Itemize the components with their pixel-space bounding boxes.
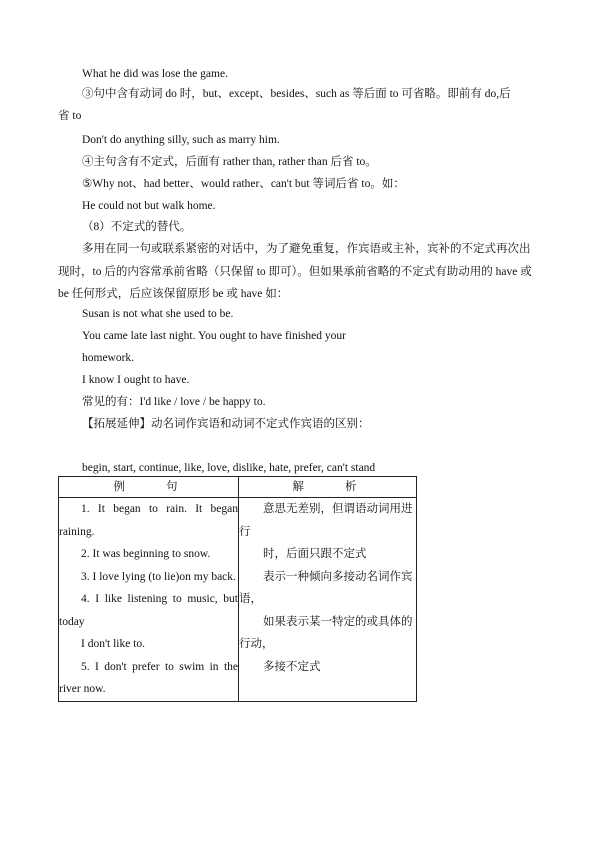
example-item: I don't like to. bbox=[81, 638, 146, 650]
analysis-item: 意思无差别，但谓语动词用进行 bbox=[239, 503, 413, 538]
common-phrases: 常见的有：I'd like / love / be happy to. bbox=[82, 396, 266, 408]
rule-why-not: ⑤Why not、had better、would rather、can't but 等词后省 to。如： bbox=[82, 178, 405, 190]
table-header-row bbox=[59, 477, 417, 498]
analysis-item: 时，后面只跟不定式 bbox=[263, 548, 367, 560]
section-heading: （8）不定式的替代。 bbox=[82, 221, 192, 233]
analysis-item: 如果表示某一特定的或具体的行动， bbox=[239, 615, 413, 650]
rule-rather-than: ④主句含有不定式，后面有 rather than, rather than 后省 to。 bbox=[82, 156, 377, 168]
example-sentence: He could not but walk home. bbox=[82, 200, 216, 212]
analysis-cell bbox=[239, 498, 417, 702]
example-sentence: What he did was lose the game. bbox=[82, 68, 228, 80]
example-item: 1. It began to rain. It began raining. bbox=[59, 503, 238, 538]
table-row bbox=[59, 498, 417, 702]
dialogue-line-a: You came late last night. You ought to have finished your bbox=[82, 330, 346, 342]
example-item: 5. I don't prefer to swim in the river now. bbox=[59, 660, 238, 695]
header-analysis: 解 析 bbox=[239, 477, 417, 498]
example-sentence: Don't do anything silly, such as marry him. bbox=[82, 134, 280, 146]
example-item: 2. It was beginning to snow. bbox=[81, 548, 211, 560]
substitution-paragraph: 多用在同一句或联系紧密的对话中，为了避免重复，作宾语或主补，宾补的不定式再次出现时，to 后的内容常承前省略（只保留 to 即可）。但如果承前省略的不定式有助动用的 have 或 be 任何形式，后应该保留原形 be 或 have 如： bbox=[58, 243, 532, 300]
analysis-item: 多接不定式 bbox=[263, 660, 321, 673]
examples-cell bbox=[59, 498, 239, 702]
analysis-item: 表示一种倾向多接动名词作宾语， bbox=[239, 570, 413, 605]
dialogue-line-a-continued: homework. bbox=[82, 352, 135, 364]
dialogue-line-b: I know I ought to have. bbox=[82, 374, 190, 386]
rule-do: ③句中含有动词 do 时，but、except、besides、such as 等后面 to 可省略。即前有 do,后 bbox=[82, 88, 511, 100]
rule-do-continued: 省 to bbox=[58, 110, 82, 122]
example-sentence: Susan is not what she used to be. bbox=[82, 308, 234, 320]
extension-heading: 【拓展延伸】动名词作宾语和动词不定式作宾语的区别： bbox=[82, 418, 370, 430]
verb-list: begin, start, continue, like, love, dislike, hate, prefer, can't stand bbox=[82, 462, 376, 474]
header-examples: 例 句 bbox=[59, 477, 239, 498]
example-item: 3. I love lying (to lie)on my back. bbox=[81, 570, 236, 583]
example-item: 4. I like listening to music, but today bbox=[59, 593, 238, 628]
comparison-table bbox=[58, 476, 417, 702]
